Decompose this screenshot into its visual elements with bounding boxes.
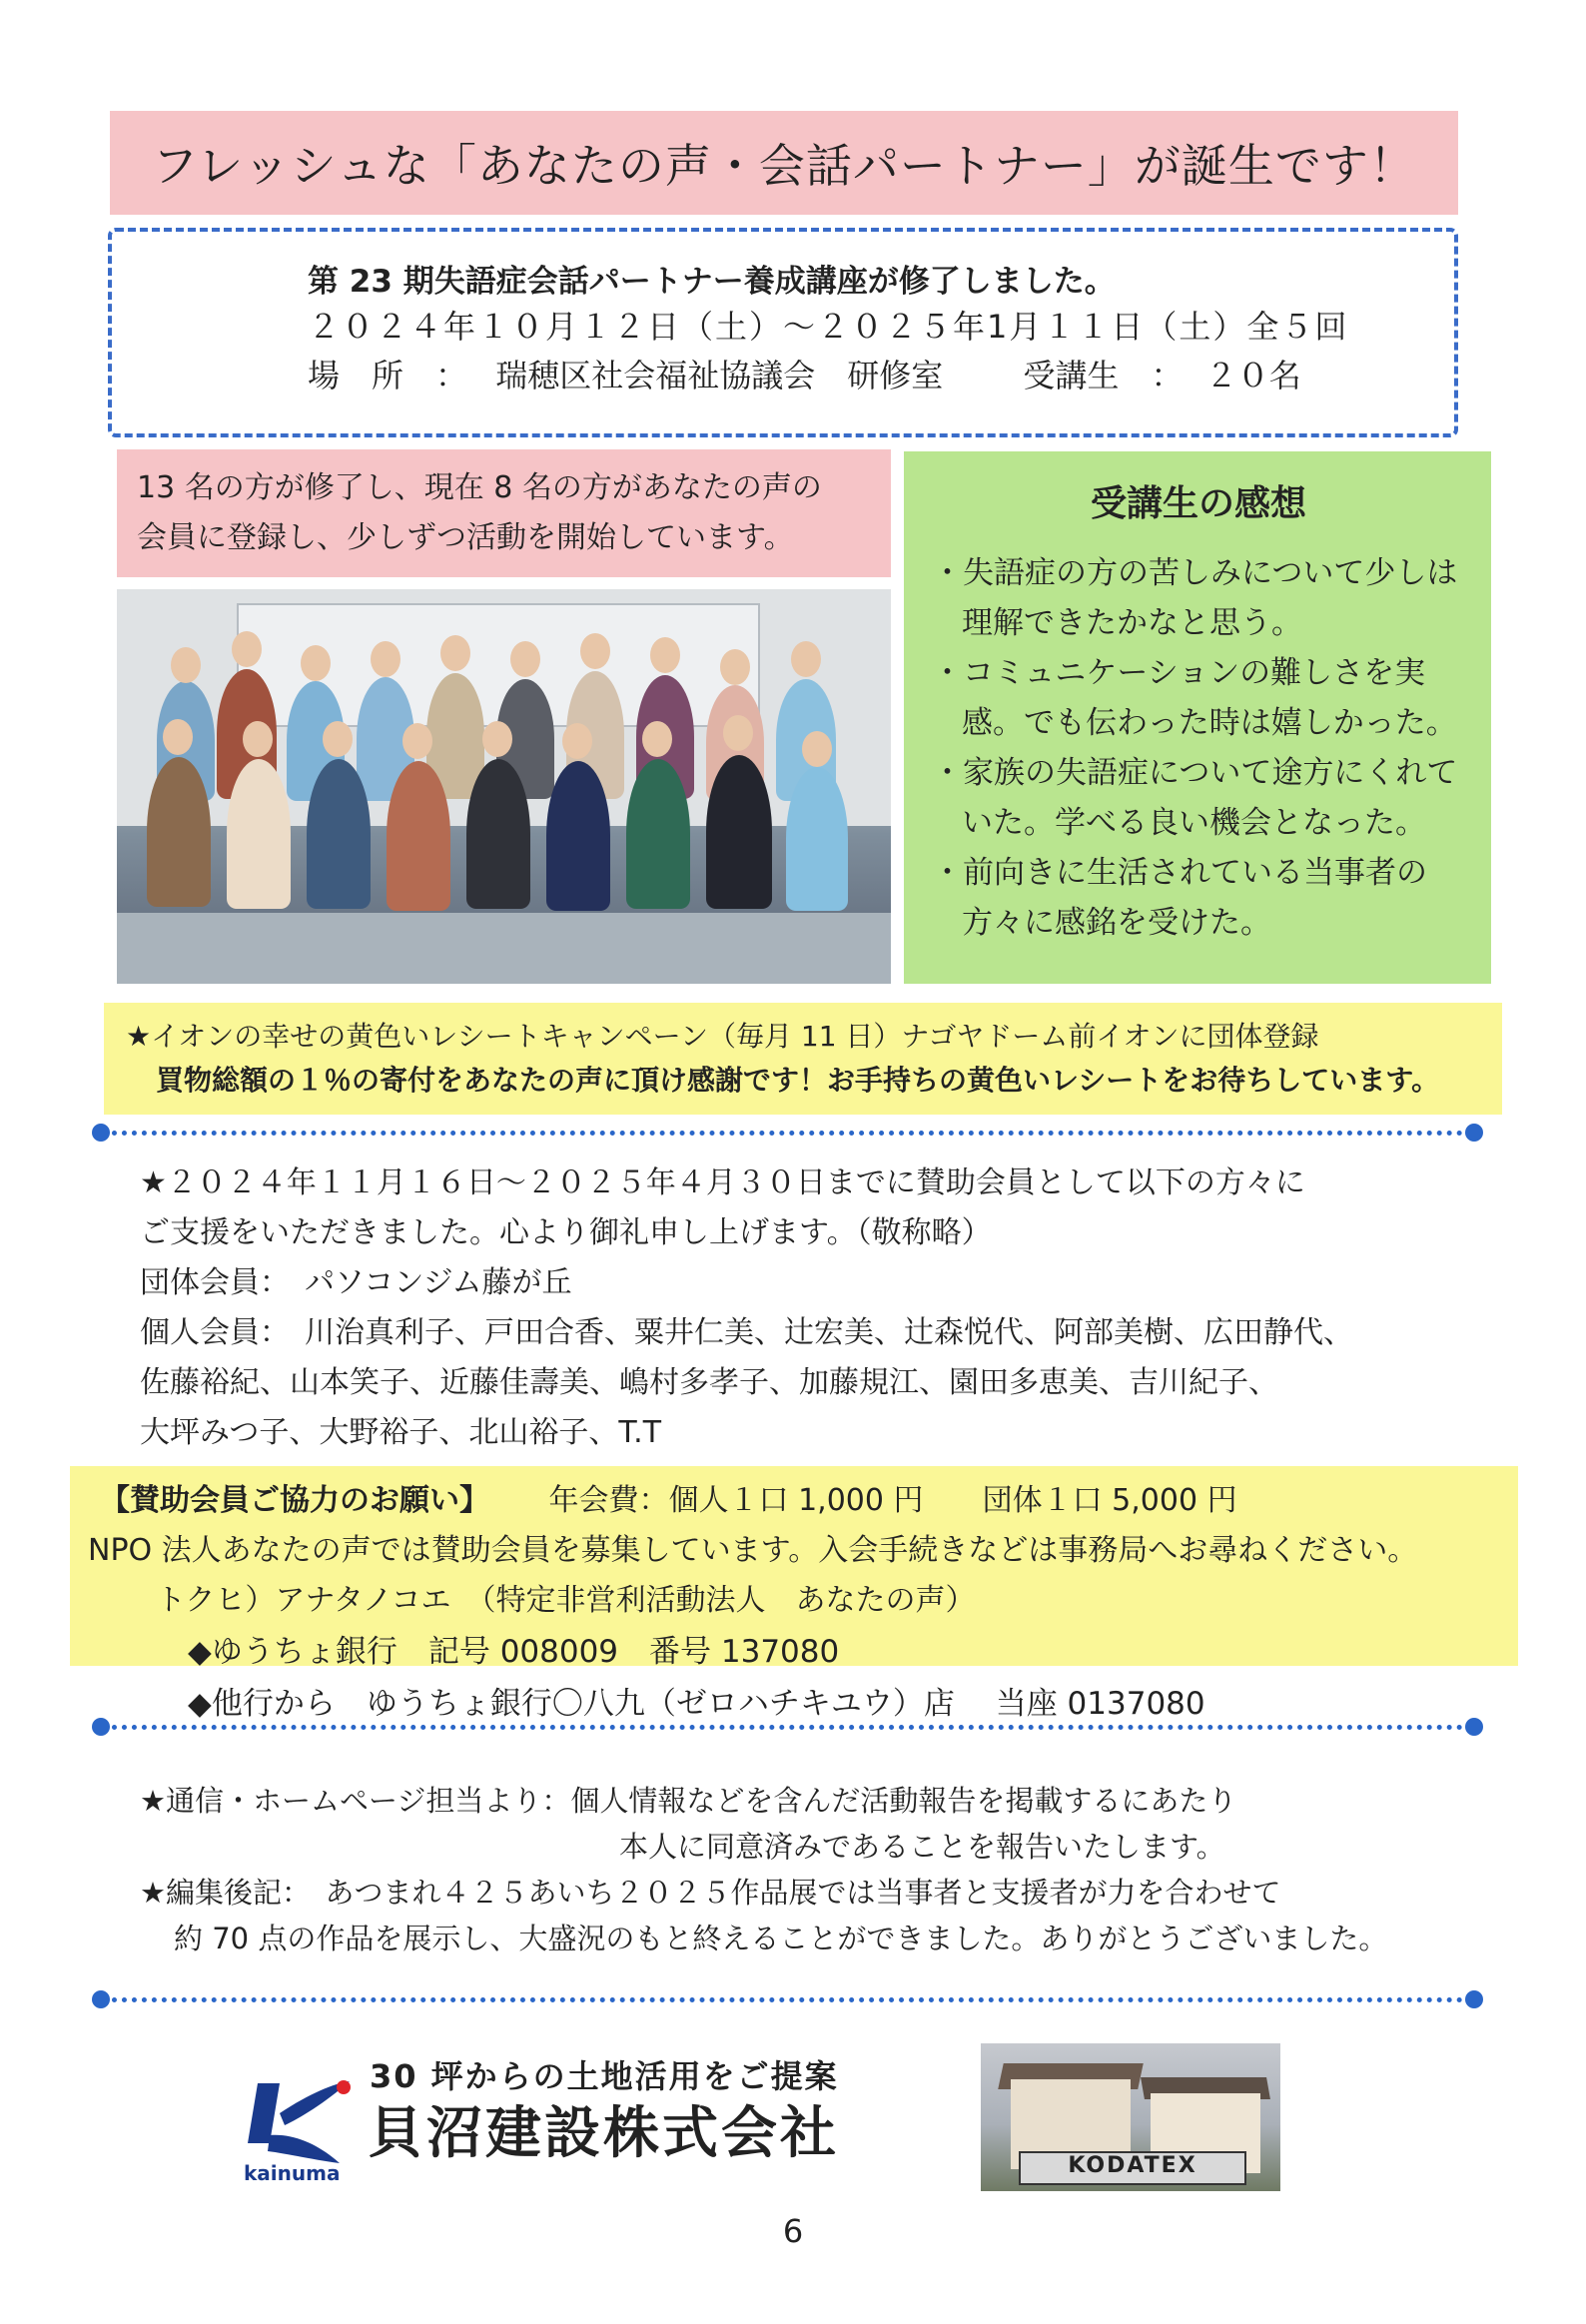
aeon-campaign-box (104, 1003, 1502, 1115)
place-value: 瑞穂区社会福祉協議会 研修室 (495, 357, 944, 394)
list-item: ・失語症の方の苦しみについて少しは理解できたかなと思う。 (932, 555, 1458, 641)
course-info-box (108, 228, 1458, 437)
editor-line-3: ★編集後記： あつまれ４２５あいち２０２５作品展では当事者と支援者が力を合わせて (140, 1876, 1281, 1910)
dotted-divider (92, 1718, 1483, 1736)
membership-request-box (70, 1466, 1518, 1722)
dotted-divider (92, 1124, 1483, 1142)
completion-line-1: 13 名の方が修了し、現在 8 名の方があなたの声の (137, 470, 822, 505)
aeon-line-1: ★イオンの幸せの黄色いレシートキャンペーン（毎月 11 日）ナゴヤドーム前イオンに団体登録 (126, 1020, 1319, 1053)
request-fee-row (70, 1476, 1518, 1526)
recruit-text: NPO 法人あなたの声では賛助会員を募集しています。入会手続きなどは事務局へお尋ねください。 (88, 1533, 1418, 1568)
individual-members-2: 佐藤裕紀、山本笑子、近藤佳壽美、嶋村多孝子、加藤規江、園田多恵美、吉川紀子、 (140, 1365, 1278, 1400)
supporters-section (140, 1159, 1468, 1458)
request-heading: 【賛助会員ご協力のお願い】 (100, 1483, 489, 1518)
course-place-row (308, 350, 1454, 401)
supporters-line-2: ご支援をいただきました。心より御礼申し上げます。（敬称略） (140, 1215, 992, 1250)
page-title: フレッシュな「あなたの声・会話パートナー」が誕生です！ (152, 139, 1416, 193)
impressions-panel (904, 451, 1491, 984)
fee-group: 団体１口 5,000 円 (982, 1483, 1237, 1518)
fee-personal: 年会費：個人１口 1,000 円 (548, 1483, 924, 1518)
list-item: ・コミュニケーションの難しさを実感。でも伝わった時は嬉しかった。 (932, 655, 1457, 741)
account-name: トクヒ）アナタノコエ （特定非営利活動法人 あなたの声） (156, 1583, 976, 1618)
brand-label: KODATEX (1019, 2151, 1246, 2185)
editor-notes (140, 1778, 1538, 1961)
aeon-line-2: 買物総額の１％の寄付をあなたの声に頂け感謝です！お手持ちの黄色いレシートをお待ちしています。 (156, 1064, 1440, 1097)
attendees-label: 受講生 ： (1023, 357, 1184, 394)
editor-line-1: ★通信・ホームページ担当より：個人情報などを含んだ活動報告を掲載するにあたり (140, 1784, 1237, 1818)
sponsor-ad (240, 2043, 1288, 2193)
individual-members-1: 個人会員： 川治真利子、戸田合香、粟井仁美、辻宏美、辻森悦代、阿部美樹、広田静代、 (140, 1315, 1353, 1350)
individual-members-3: 大坪みつ子、大野裕子、北山裕子、T.T (140, 1415, 662, 1450)
editor-line-4: 約 70 点の作品を展示し、大盛況のもと終えることができました。ありがとうございました。 (174, 1922, 1388, 1955)
course-dates: ２０２４年１０月１２日（土）～２０２５年1月１１日（土）全５回 (308, 308, 1349, 346)
logo-text: kainuma (244, 2161, 341, 2185)
impressions-heading: 受講生の感想 (1090, 483, 1306, 524)
list-item: ・家族の失語症について途方にくれていた。学べる良い機会となった。 (932, 755, 1458, 841)
ad-tagline: 30 坪からの土地活用をご提案 (370, 2057, 839, 2095)
page-number: 6 (782, 2212, 804, 2250)
dotted-divider (92, 1990, 1483, 2008)
kainuma-logo-icon (240, 2073, 355, 2173)
title-banner (110, 111, 1458, 215)
bank-info-1: ◆ゆうちょ銀行 記号 008009 番号 137080 (188, 1634, 840, 1670)
impressions-list (932, 548, 1465, 948)
attendees-value: ２０名 (1204, 357, 1301, 394)
bank-info-2: ◆他行から ゆうちょ銀行〇八九（ゼロハチキユウ）店 当座 0137080 (188, 1686, 1205, 1722)
editor-line-2: 本人に同意済みであることを報告いたします。 (619, 1830, 1225, 1864)
completion-notice (117, 449, 891, 577)
group-members: 団体会員： パソコンジム藤が丘 (140, 1265, 572, 1300)
house-image (981, 2043, 1280, 2191)
course-heading: 第 23 期失語症会話パートナー養成講座が修了しました。 (308, 264, 1116, 300)
list-item: ・前向きに生活されている当事者の方々に感銘を受けた。 (932, 855, 1427, 941)
company-name: 貝沼建設株式会社 (368, 2101, 839, 2166)
supporters-line-1: ★２０２４年１１月１６日～２０２５年４月３０日までに賛助会員として以下の方々に (140, 1165, 1305, 1200)
place-label: 場 所 ： (308, 357, 468, 394)
group-photo (117, 589, 891, 984)
completion-line-2: 会員に登録し、少しずつ活動を開始しています。 (137, 520, 794, 555)
